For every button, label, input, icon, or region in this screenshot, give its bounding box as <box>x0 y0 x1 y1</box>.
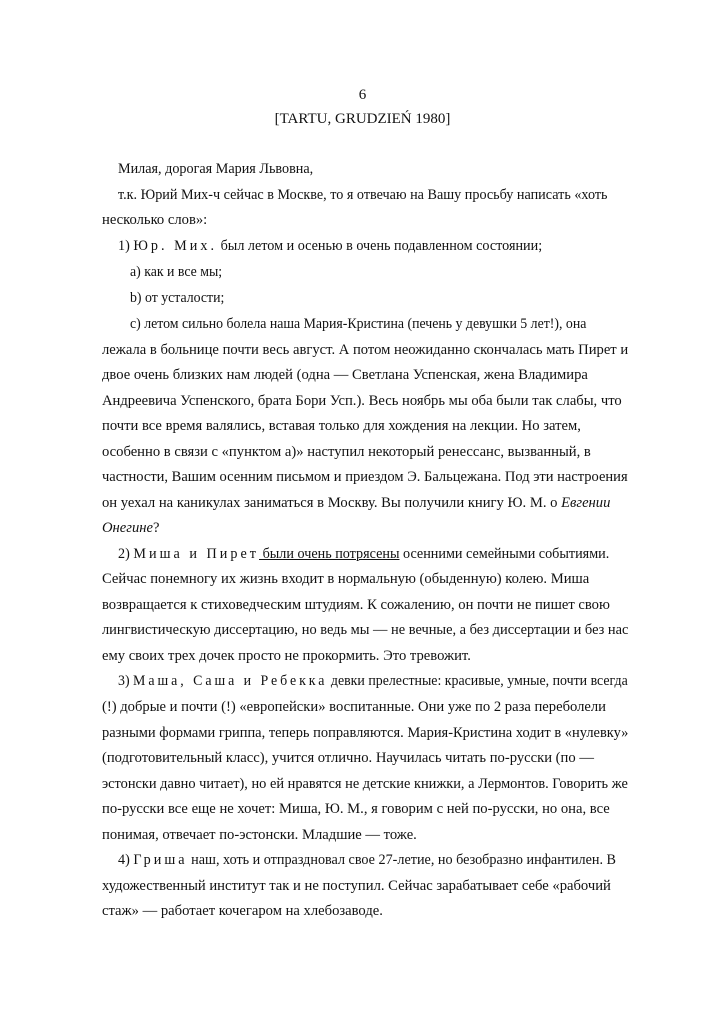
paragraph-1-point-b: b) от усталости; <box>130 290 225 306</box>
paragraph-3-text: девки прелестные: красивые, умные, почти всегда <box>327 673 628 689</box>
paragraph-3-line: (подготовительный класс), учится отлично. Научилась читать по-русски (по — <box>102 750 594 766</box>
paragraph-1-line: частности, Вашим осенним письмом и приездом Э. Бальцежана. Под эти настроения <box>102 469 628 485</box>
paragraph-2-number: 2) <box>118 546 130 562</box>
paragraph-1-point-c-line: c) летом сильно болела наша Мария-Кристина (печень у девушки 5 лет!), она <box>130 316 587 332</box>
paragraph-4-first-line <box>118 851 628 869</box>
paragraph-2-line: лингвистическую диссертацию, но ведь мы — не вечные, а без диссертации и без нас <box>102 622 629 638</box>
paragraph-4-name: Гриша <box>133 852 188 868</box>
paragraph-4-line: стаж» — работает кочегаром на хлебозаводе. <box>102 903 383 919</box>
paragraph-4-number: 4) <box>118 852 130 868</box>
paragraph-3-number: 3) <box>118 673 130 689</box>
paragraph-1-line: Андреевича Успенского, брата Бори Усп.). Весь ноябрь мы оба были так слабы, что <box>102 393 622 409</box>
paragraph-3-names: Маша, Саша и Ребекка <box>133 673 328 689</box>
paragraph-2-text-a: были очень потрясены <box>259 546 400 562</box>
paragraph-4-line: художественный институт так и не поступил. Сейчас зарабатывает себе «рабочий <box>102 878 611 894</box>
letter-number: 6 <box>358 87 367 103</box>
paragraph-3-line: разными формами гриппа, теперь поправляются. Мария-Кристина ходит в «нулевку» <box>102 725 629 741</box>
paragraph-3-line: эстонски давно читает), но ей нравятся не детские книжки, а Лермонтов. Говорить же <box>102 776 628 792</box>
paragraph-1-first-line <box>118 237 628 255</box>
paragraph-2-line: Сейчас понемногу их жизнь входит в нормальную (обыденную) колею. Миша <box>102 571 590 587</box>
paragraph-4-text: наш, хоть и отпраздновал свое 27-летие, но безобразно инфантилен. В <box>187 852 617 868</box>
paragraph-1-line: он уехал на каникулах заниматься в Москву. Вы получили книгу Ю. М. о <box>102 495 562 511</box>
paragraph-1-line: почти все время валялись, вставая только для хождения на лекции. Но затем, <box>102 418 581 434</box>
paragraph-1-line: особенно в связи с «пунктом а)» наступил некоторый ренессанс, вызванный, в <box>102 444 591 460</box>
paragraph-1-last-line <box>102 519 628 537</box>
paragraph-2-name: Миша и Пирет <box>133 546 260 562</box>
letter-place-date: [TARTU, GRUDZIEŃ 1980] <box>274 111 451 127</box>
paragraph-1-name: Юр. Мих. <box>133 238 218 254</box>
paragraph-3-line: по-русски все еще не хочет: Миша, Ю. М., я говорим с ней по-русски, но она, все <box>102 801 610 817</box>
paragraph-1-line: двое очень близких нам людей (одна — Светлана Успенская, жена Владимира <box>102 367 588 383</box>
intro-line-2: несколько слов»: <box>102 212 208 228</box>
paragraph-1-number: 1) <box>118 238 130 254</box>
intro-line-1: т.к. Юрий Мих-ч сейчас в Москве, то я отвечаю на Вашу просьбу написать «хоть <box>118 187 608 203</box>
paragraph-2-first-line <box>118 545 628 563</box>
paragraph-1-point-a: а) как и все мы; <box>130 264 223 280</box>
greeting: Милая, дорогая Мария Львовна, <box>118 161 314 177</box>
paragraph-2-text-b: осенними семейными событиями. <box>399 546 610 562</box>
paragraph-1-text: был летом и осенью в очень подавленном состоянии; <box>217 238 543 254</box>
paragraph-1-line-with-title <box>102 494 628 512</box>
paragraph-3-line: понимая, отвечает по-эстонски. Младшие — тоже. <box>102 827 417 843</box>
paragraph-1-end: ? <box>153 520 160 536</box>
book-title-part-1: Евгении <box>561 495 611 511</box>
book-title-part-2: Онегине <box>102 520 154 536</box>
paragraph-1-line: лежала в больнице почти весь август. А потом неожиданно скончалась мать Пирет и <box>102 342 629 358</box>
paragraph-3-line: (!) добрые и почти (!) «европейски» воспитанные. Они уже по 2 раза переболели <box>102 699 607 715</box>
paragraph-2-line: ему своих трех дочек просто не прокормить. Это тревожит. <box>102 648 471 664</box>
paragraph-2-line: возвращается к стиховедческим штудиям. К сожалению, он почти не пишет свою <box>102 597 610 613</box>
paragraph-3-first-line <box>118 672 628 690</box>
